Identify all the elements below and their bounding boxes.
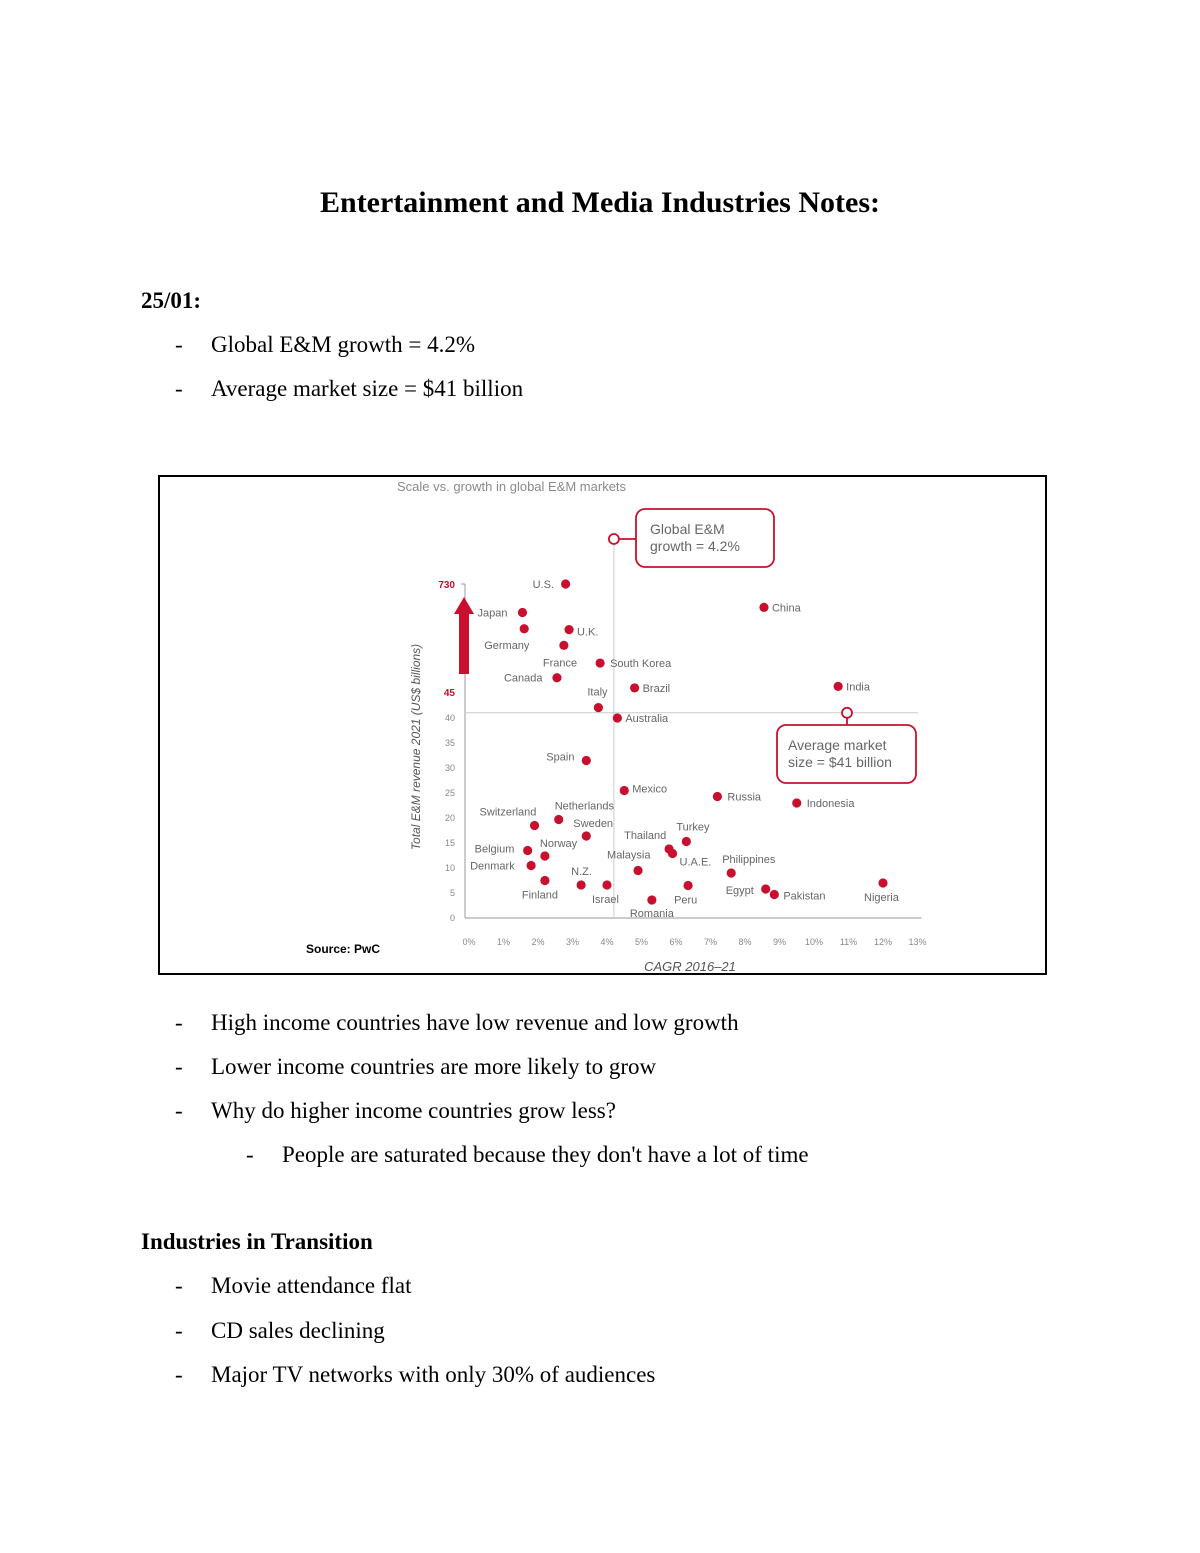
sub-list-item <box>246 1142 809 1168</box>
data-point-label: U.A.E. <box>679 856 712 869</box>
x-tick-label: 5% <box>634 937 649 947</box>
data-point-label: Philippines <box>722 854 776 866</box>
list-item-text: Movie attendance flat <box>211 1273 412 1298</box>
x-tick-label: 10% <box>804 937 824 947</box>
list-item <box>175 1010 739 1036</box>
list-item <box>175 1273 412 1299</box>
data-point <box>594 703 603 712</box>
data-point <box>630 683 639 692</box>
data-point-label: N.Z. <box>571 866 592 878</box>
x-tick-label: 8% <box>738 937 752 947</box>
callout-text: Average market <box>788 737 887 753</box>
data-point <box>577 880 586 889</box>
data-point <box>523 846 532 855</box>
data-point <box>564 625 573 634</box>
y-tick-label: 30 <box>444 763 455 773</box>
x-axis-label: CAGR 2016–21 <box>644 959 736 973</box>
bullet-marker: - <box>175 332 183 357</box>
data-point <box>834 682 843 691</box>
list-item <box>175 1054 656 1080</box>
data-point-label: Brazil <box>642 682 671 695</box>
y-break-label: 730 <box>438 580 455 591</box>
x-tick-label: 6% <box>669 937 683 947</box>
data-point-label: Romania <box>629 908 674 920</box>
data-point-label: Netherlands <box>554 800 615 813</box>
list-item <box>175 1098 616 1124</box>
y-break-label: 45 <box>443 688 455 699</box>
data-point-label: Mexico <box>632 783 668 796</box>
data-point <box>559 641 568 650</box>
data-point <box>633 866 642 875</box>
data-point-label: Egypt <box>725 885 754 897</box>
y-tick-label: 15 <box>444 838 455 848</box>
list-item-text: Major TV networks with only 30% of audiences <box>211 1362 656 1387</box>
data-point-label: U.S. <box>532 579 555 591</box>
data-point-label: Peru <box>674 894 698 907</box>
bullet-marker: - <box>175 1010 183 1035</box>
x-tick-label: 9% <box>772 937 787 947</box>
y-tick-label: 35 <box>444 738 455 748</box>
data-point-label: Canada <box>503 672 543 685</box>
data-point <box>561 579 570 588</box>
data-point <box>759 603 768 612</box>
data-point <box>596 658 605 667</box>
data-point-label: Spain <box>546 751 575 764</box>
x-tick-label: 11% <box>839 937 858 947</box>
list-item <box>175 376 523 402</box>
data-point <box>602 880 611 889</box>
list-item <box>175 1318 385 1344</box>
list-item-text: Why do higher income countries grow less? <box>211 1098 616 1123</box>
x-tick-label: 7% <box>703 937 718 947</box>
bullet-marker: - <box>175 1054 183 1079</box>
x-tick-label: 2% <box>531 937 545 947</box>
list-item-text: CD sales declining <box>211 1318 385 1343</box>
data-point <box>668 849 677 858</box>
growth-arrow-head <box>454 597 474 614</box>
chart-title: Scale vs. growth in global E&M markets <box>397 479 627 494</box>
data-point-label: Switzerland <box>479 806 537 819</box>
data-point-label: Italy <box>587 686 608 699</box>
chart-source: Source: PwC <box>306 942 381 956</box>
bullet-marker: - <box>175 1098 183 1123</box>
list-item-text: High income countries have low revenue and low growth <box>211 1010 739 1035</box>
x-tick-label: 3% <box>565 937 580 947</box>
data-point <box>554 815 563 824</box>
data-point-label: Pakistan <box>783 890 826 903</box>
data-point <box>620 786 629 795</box>
bullet-marker: - <box>175 376 183 401</box>
data-point <box>530 821 539 830</box>
bullet-marker: - <box>246 1142 254 1167</box>
data-point-label: Indonesia <box>806 798 855 810</box>
data-point-label: Israel <box>592 894 619 906</box>
list-item-text: People are saturated because they don't have a lot of time <box>282 1142 809 1167</box>
data-point-label: Denmark <box>470 860 515 873</box>
data-point-label: Thailand <box>624 830 667 842</box>
y-axis-label: Total E&M revenue 2021 (US$ billions) <box>409 643 423 851</box>
callout-marker <box>842 708 852 718</box>
data-point-label: Nigeria <box>864 892 899 904</box>
data-point <box>878 878 887 887</box>
data-point <box>582 756 591 765</box>
data-point <box>540 876 549 885</box>
data-point <box>613 713 622 722</box>
callout-text: size = $41 billion <box>788 754 892 770</box>
data-point-label: Turkey <box>676 821 710 834</box>
growth-arrow-shaft <box>459 612 469 674</box>
data-point <box>682 837 691 846</box>
y-tick-label: 0 <box>449 913 455 923</box>
data-point <box>552 673 561 682</box>
y-tick-label: 40 <box>444 713 455 723</box>
section-heading-date: 25/01: <box>141 288 202 313</box>
data-point-label: Finland <box>521 889 558 902</box>
list-item-text: Global E&M growth = 4.2% <box>211 332 476 357</box>
y-tick-label: 10 <box>444 863 455 873</box>
data-point-label: India <box>846 681 871 694</box>
data-point-label: Germany <box>484 639 530 652</box>
data-point-label: Norway <box>539 838 578 850</box>
list-item <box>175 332 475 358</box>
callout-marker <box>609 534 619 544</box>
data-point-label: U.K. <box>577 626 599 639</box>
bullet-marker: - <box>175 1362 183 1387</box>
data-point <box>713 792 722 801</box>
data-point-label: Russia <box>727 791 762 804</box>
x-tick-label: 1% <box>496 937 511 947</box>
data-point <box>527 861 536 870</box>
data-point-label: South Korea <box>610 658 672 671</box>
data-point <box>683 881 692 890</box>
y-tick-label: 5 <box>449 888 455 898</box>
list-item-text: Lower income countries are more likely to grow <box>211 1054 657 1079</box>
bullet-marker: - <box>175 1273 183 1298</box>
data-point <box>520 624 529 633</box>
y-tick-label: 20 <box>444 813 455 823</box>
data-point-label: Belgium <box>474 843 515 856</box>
page-title: Entertainment and Media Industries Notes: <box>320 186 880 219</box>
data-point-label: Australia <box>625 713 669 725</box>
data-point <box>540 851 549 860</box>
data-point-label: Japan <box>477 607 508 620</box>
callout-text: growth = 4.2% <box>650 538 740 554</box>
list-item <box>175 1362 655 1388</box>
y-tick-label: 25 <box>444 788 455 798</box>
data-point <box>761 884 770 893</box>
x-tick-label: 13% <box>908 937 927 947</box>
data-point-label: Malaysia <box>607 849 651 862</box>
x-tick-label: 4% <box>600 937 614 947</box>
data-point <box>727 868 736 877</box>
bullet-marker: - <box>175 1318 183 1343</box>
data-point <box>518 608 527 617</box>
list-item-text: Average market size = $41 billion <box>211 376 524 401</box>
data-point <box>770 890 779 899</box>
x-tick-label: 0% <box>462 937 476 947</box>
x-tick-label: 12% <box>873 937 893 947</box>
data-point <box>647 895 656 904</box>
data-point <box>582 831 591 840</box>
section-heading-industries: Industries in Transition <box>141 1229 373 1254</box>
data-point-label: China <box>771 602 801 615</box>
callout-text: Global E&M <box>650 521 725 537</box>
chart-figure <box>158 475 1047 975</box>
data-point-label: France <box>542 657 578 670</box>
data-point <box>792 798 801 807</box>
scatter-chart <box>160 477 1045 973</box>
data-point-label: Sweden <box>573 818 614 830</box>
